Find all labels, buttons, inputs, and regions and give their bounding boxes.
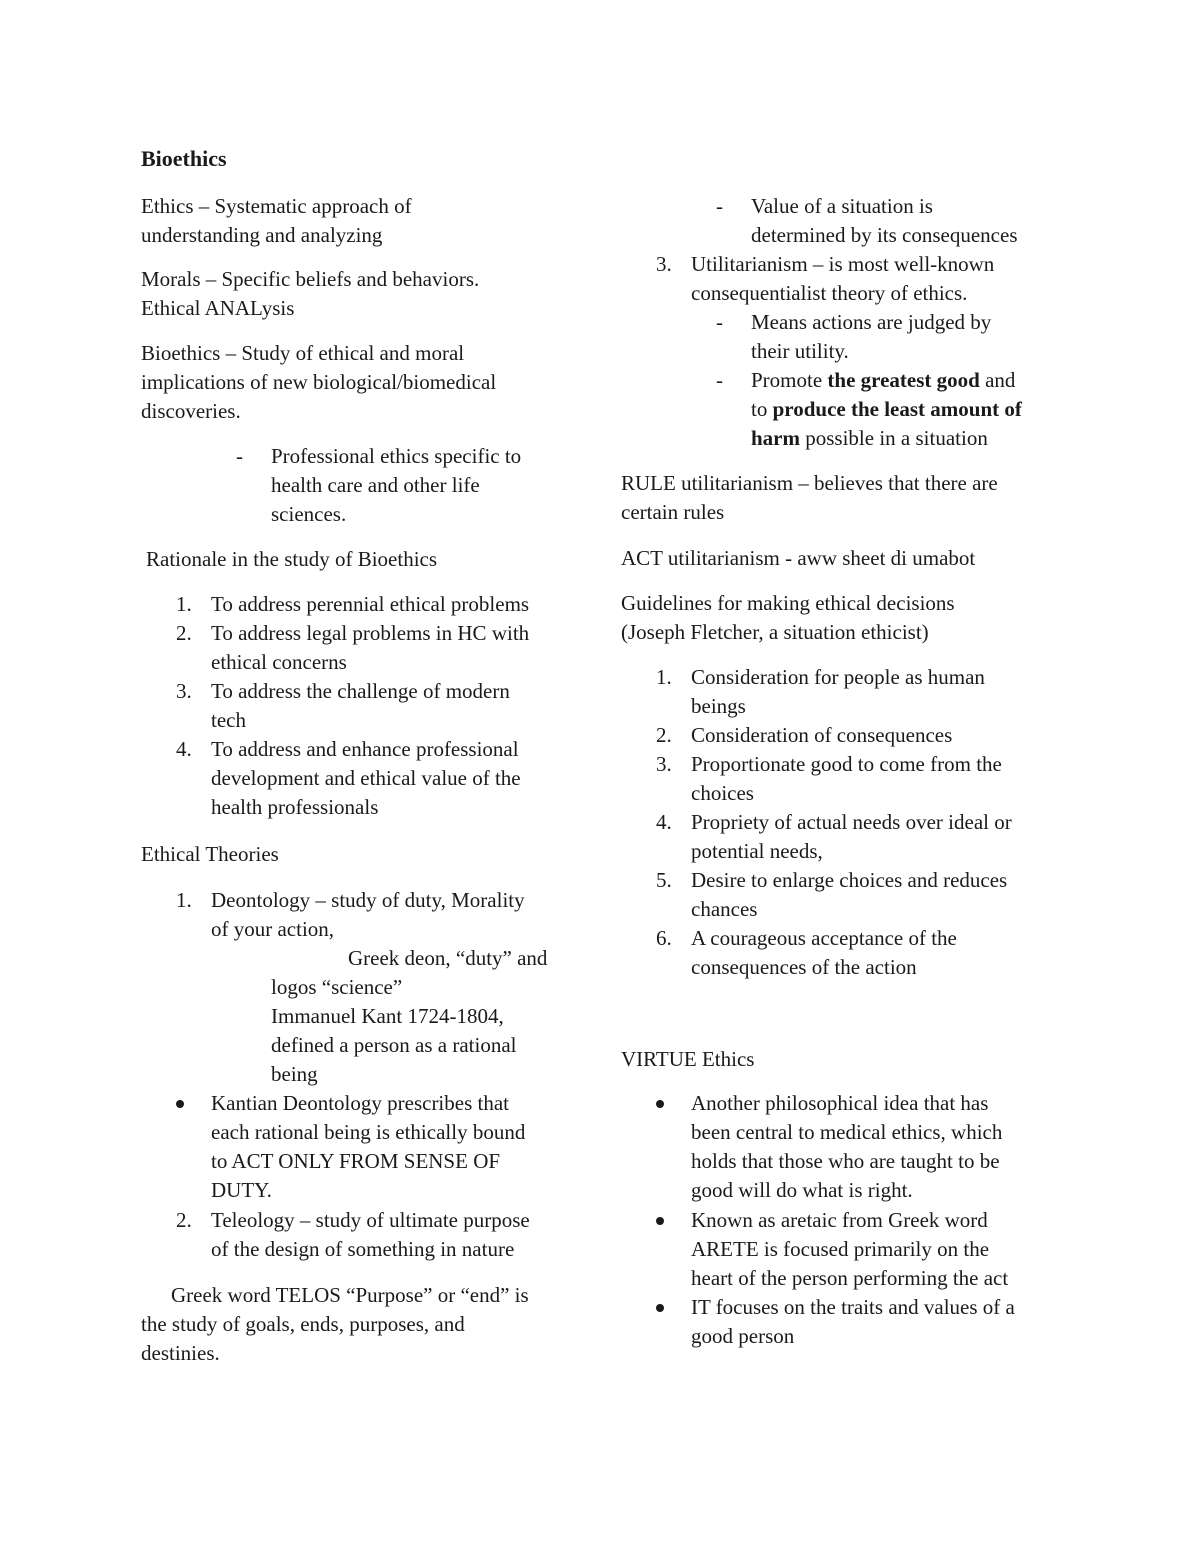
text-line: Bioethics – Study of ethical and moral — [141, 341, 465, 365]
ethics-definition — [141, 192, 412, 250]
bold-text: produce the least amount of — [772, 397, 1022, 421]
text-run: and — [979, 368, 1016, 392]
text-line: of your action, — [211, 917, 335, 941]
text-line: discoveries. — [141, 399, 241, 423]
list-number: 3. — [176, 679, 192, 703]
professional-ethics-item — [271, 442, 521, 529]
text-line: implications of new biological/biomedical — [141, 370, 497, 394]
text-line — [751, 424, 1022, 453]
list-text: consequences of the action — [691, 955, 917, 979]
value-item — [751, 192, 1018, 250]
kantian-item — [211, 1089, 525, 1205]
list-number: 2. — [656, 723, 672, 747]
text-line: Guidelines for making ethical decisions — [621, 591, 955, 615]
list-number: 1. — [656, 665, 672, 689]
text-line: to ACT ONLY FROM SENSE OF — [211, 1149, 501, 1173]
utilitarianism-item — [691, 250, 994, 308]
list-text: Propriety of actual needs over ideal or — [691, 810, 1012, 834]
text-line: Known as aretaic from Greek word — [691, 1208, 988, 1232]
text-line: Professional ethics specific to — [271, 444, 522, 468]
text-line: ARETE is focused primarily on the — [691, 1237, 990, 1261]
teleology-item — [211, 1206, 530, 1264]
utilitarianism-number: 3. — [656, 252, 672, 276]
text-line: health care and other life — [271, 473, 480, 497]
list-text: To address legal problems in HC with — [211, 621, 530, 645]
text-line: IT focuses on the traits and values of a — [691, 1295, 1015, 1319]
bullet-icon — [656, 1100, 664, 1108]
list-text: chances — [691, 897, 758, 921]
list-text: To address perennial ethical problems — [211, 592, 530, 616]
text-line: heart of the person performing the act — [691, 1266, 1009, 1290]
list-text: potential needs, — [691, 839, 823, 863]
list-number: 5. — [656, 868, 672, 892]
text-line: consequentialist theory of ethics. — [691, 281, 968, 305]
text-line: Value of a situation is — [751, 194, 933, 218]
text-line: Another philosophical idea that has — [691, 1091, 989, 1115]
text-line: been central to medical ethics, which — [691, 1120, 1003, 1144]
text-line: their utility. — [751, 339, 849, 363]
deontology-item — [211, 886, 547, 1089]
list-number: 1. — [176, 592, 192, 616]
text-line: Ethical ANALysis — [141, 296, 295, 320]
rule-utilitarianism — [621, 469, 998, 527]
text-line: certain rules — [621, 500, 725, 524]
guidelines-heading — [621, 589, 955, 647]
rationale-heading: Rationale in the study of Bioethics — [146, 547, 438, 571]
bold-text: the greatest good — [827, 368, 980, 392]
list-text: To address and enhance professional — [211, 737, 519, 761]
list-text: Consideration for people as human — [691, 665, 985, 689]
dash-bullet: - — [716, 194, 723, 218]
text-line: defined a person as a rational — [271, 1033, 517, 1057]
bullet-icon — [176, 1100, 184, 1108]
teleology-number: 2. — [176, 1208, 192, 1232]
text-line: Deontology – study of duty, Morality — [211, 888, 525, 912]
list-number: 2. — [176, 621, 192, 645]
text-line — [751, 366, 1022, 395]
text-line: Means actions are judged by — [751, 310, 992, 334]
bold-text: harm — [751, 426, 800, 450]
virtue-item — [691, 1206, 1008, 1293]
text-line: of the design of something in nature — [211, 1237, 515, 1261]
dash-bullet: - — [236, 444, 243, 468]
text-line: logos “science” — [271, 975, 403, 999]
text-line: Kantian Deontology prescribes that — [211, 1091, 509, 1115]
list-number: 4. — [176, 737, 192, 761]
list-text: beings — [691, 694, 746, 718]
virtue-item — [691, 1293, 1015, 1351]
text-line: (Joseph Fletcher, a situation ethicist) — [621, 620, 929, 644]
deontology-number: 1. — [176, 888, 192, 912]
text-line: DUTY. — [211, 1178, 272, 1202]
text-line: Immanuel Kant 1724-1804, — [271, 1004, 504, 1028]
telos-paragraph — [141, 1281, 529, 1368]
text-line: being — [271, 1062, 318, 1086]
morals-definition — [141, 265, 479, 323]
list-text: To address the challenge of modern — [211, 679, 510, 703]
text-line: Ethics – Systematic approach of — [141, 194, 412, 218]
promote-item — [751, 366, 1022, 453]
list-text: tech — [211, 708, 246, 732]
text-line: good person — [691, 1324, 795, 1348]
bioethics-definition — [141, 339, 496, 426]
virtue-heading: VIRTUE Ethics — [621, 1047, 755, 1071]
text-run: possible in a situation — [800, 426, 988, 450]
list-number: 3. — [656, 752, 672, 776]
text-line: Utilitarianism – is most well-known — [691, 252, 995, 276]
text-run: to — [751, 397, 773, 421]
text-line: understanding and analyzing — [141, 223, 383, 247]
list-text: health professionals — [211, 795, 379, 819]
dash-bullet: - — [716, 368, 723, 392]
text-line: destinies. — [141, 1341, 220, 1365]
list-text: Consideration of consequences — [691, 723, 953, 747]
list-number: 6. — [656, 926, 672, 950]
text-line: sciences. — [271, 502, 347, 526]
act-utilitarianism: ACT utilitarianism - aww sheet di umabot — [621, 546, 976, 570]
text-run: Promote — [751, 368, 828, 392]
list-text: ethical concerns — [211, 650, 347, 674]
list-text: A courageous acceptance of the — [691, 926, 957, 950]
text-line: determined by its consequences — [751, 223, 1018, 247]
text-line: the study of goals, ends, purposes, and — [141, 1312, 465, 1336]
list-text: choices — [691, 781, 754, 805]
text-line — [751, 395, 1022, 424]
page-title: Bioethics — [141, 146, 227, 171]
text-line: good will do what is right. — [691, 1178, 913, 1202]
bullet-icon — [656, 1217, 664, 1225]
list-number: 4. — [656, 810, 672, 834]
virtue-item — [691, 1089, 1002, 1205]
list-text: Desire to enlarge choices and reduces — [691, 868, 1008, 892]
text-line: Greek deon, “duty” and — [348, 946, 548, 970]
text-line: RULE utilitarianism – believes that there are — [621, 471, 998, 495]
list-text: development and ethical value of the — [211, 766, 521, 790]
text-line: Morals – Specific beliefs and behaviors. — [141, 267, 480, 291]
theories-heading: Ethical Theories — [141, 842, 279, 866]
text-line: Teleology – study of ultimate purpose — [211, 1208, 530, 1232]
means-item — [751, 308, 991, 366]
bullet-icon — [656, 1304, 664, 1312]
list-text: Proportionate good to come from the — [691, 752, 1002, 776]
dash-bullet: - — [716, 310, 723, 334]
text-line: Greek word TELOS “Purpose” or “end” is — [171, 1283, 529, 1307]
text-line: each rational being is ethically bound — [211, 1120, 526, 1144]
text-line: holds that those who are taught to be — [691, 1149, 1000, 1173]
